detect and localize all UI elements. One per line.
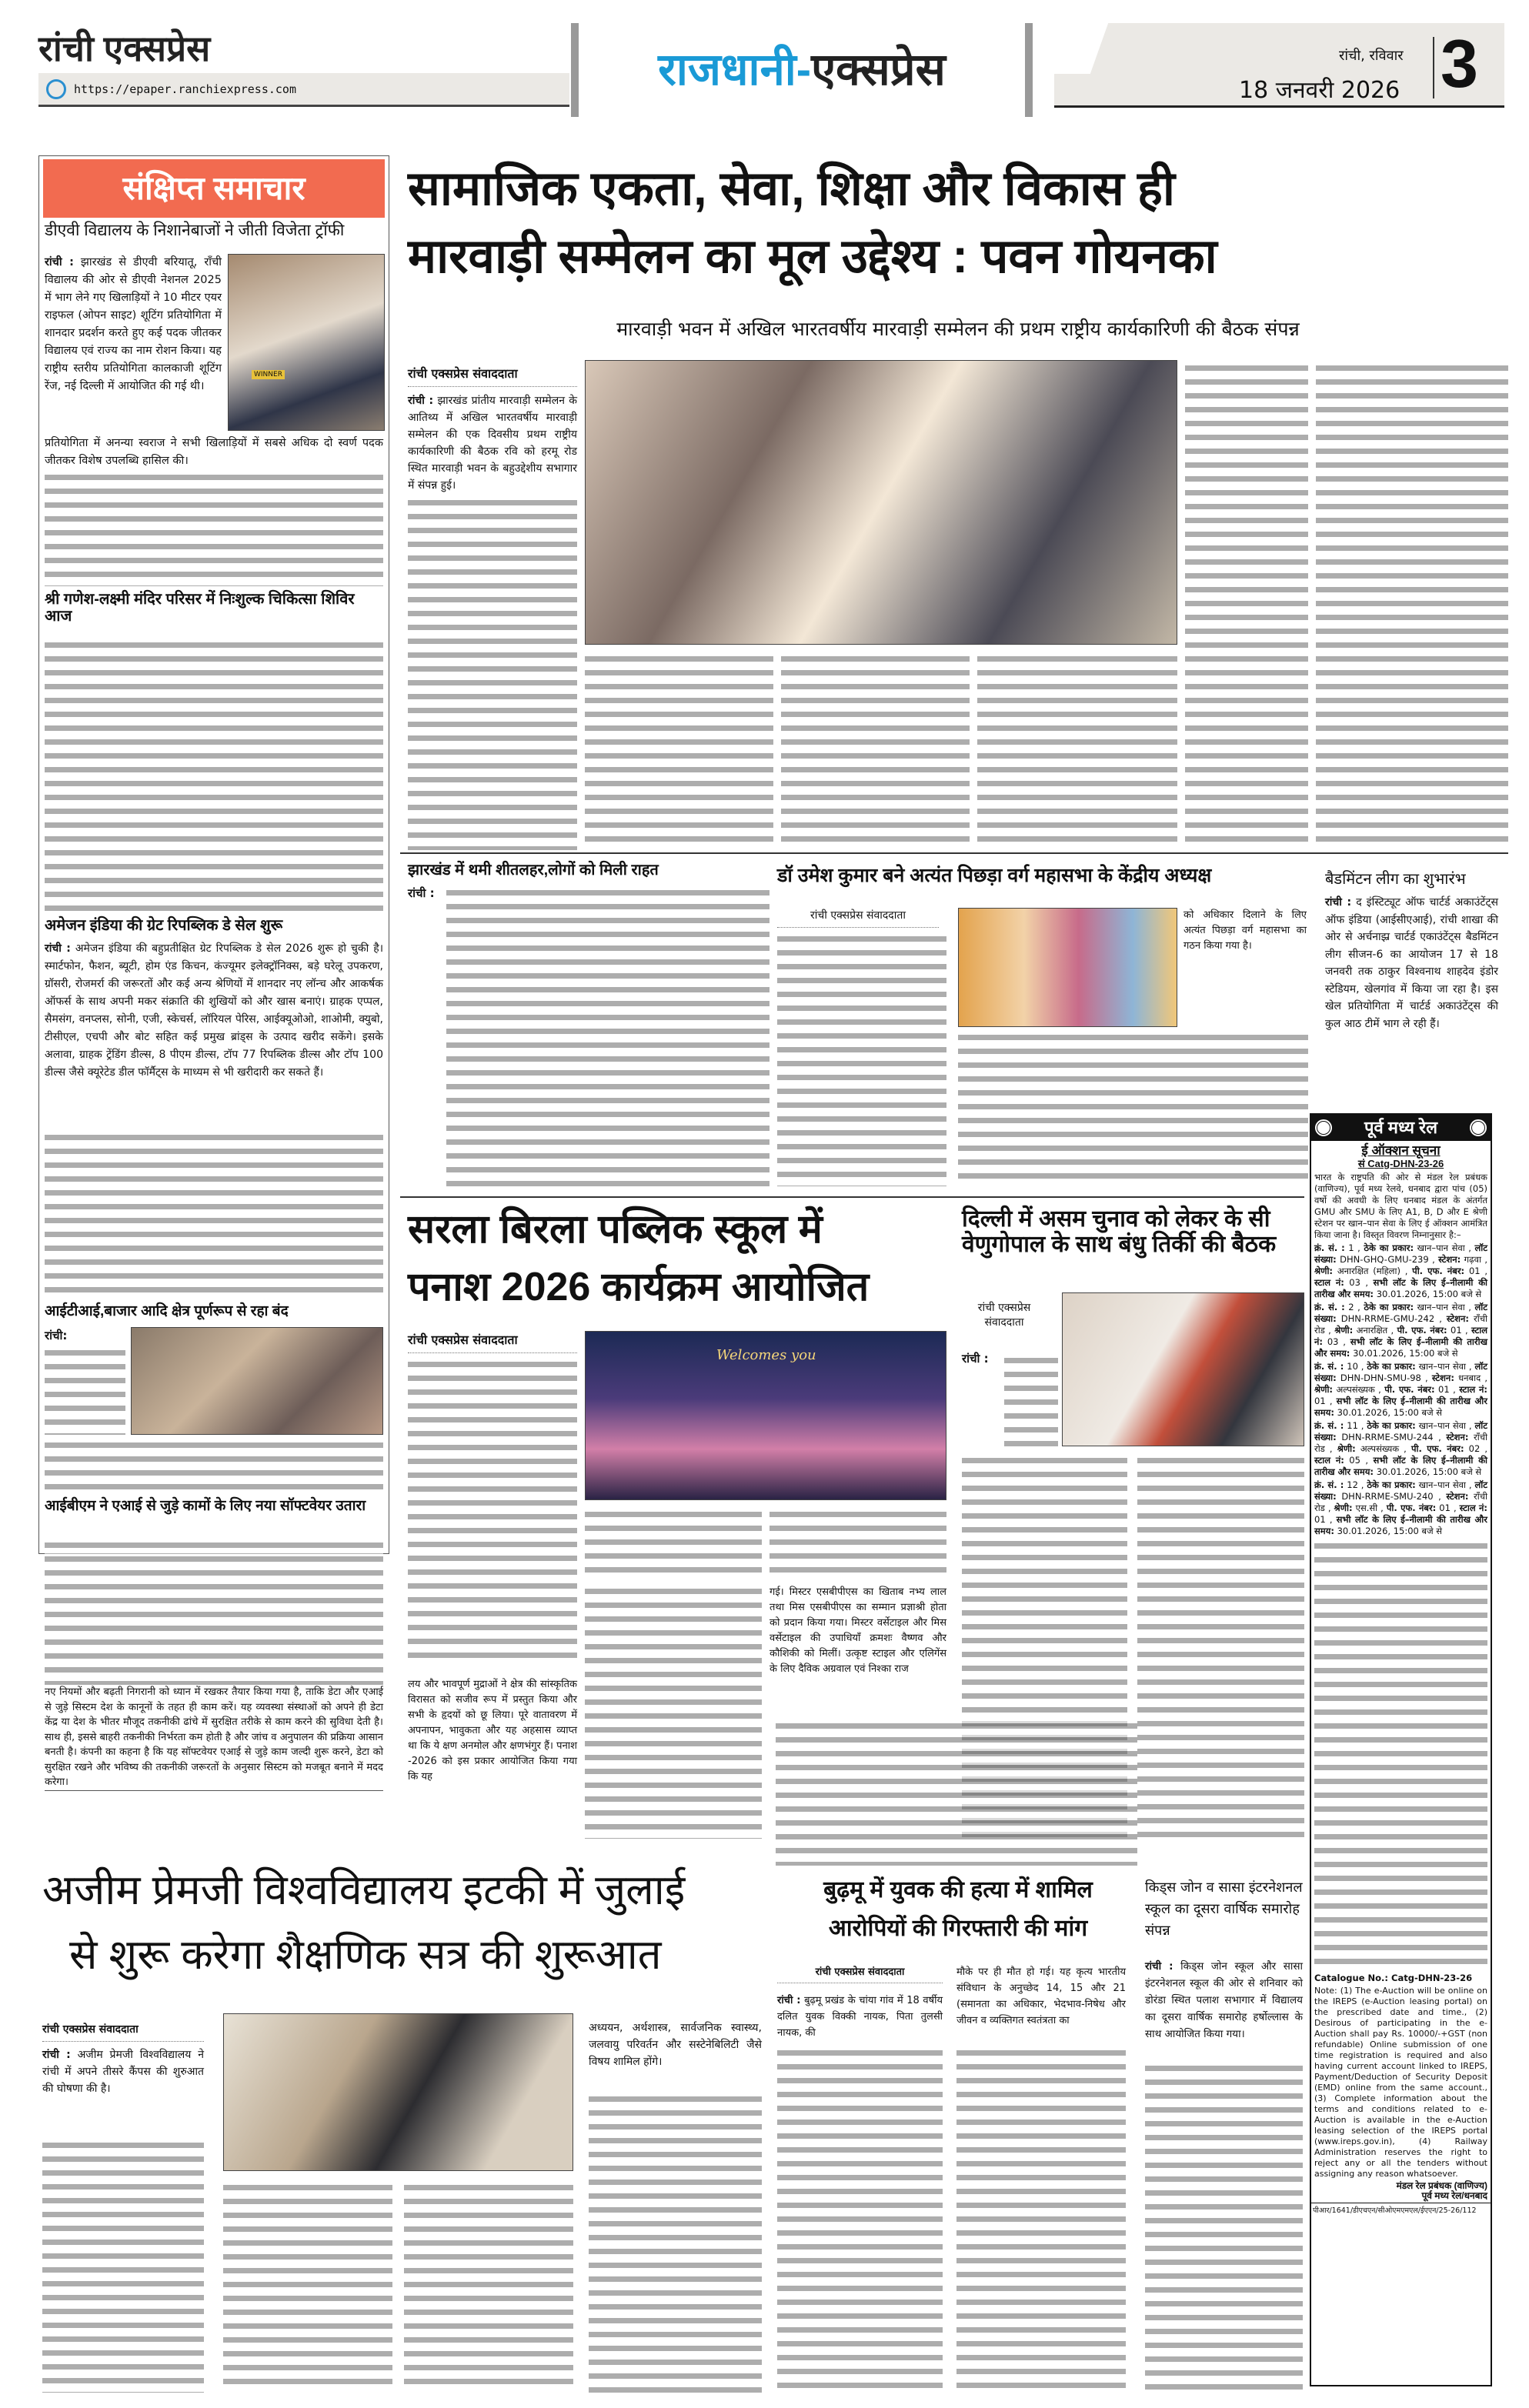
railway-ref: सं Catg-DHN-23-26 (1357, 1157, 1444, 1169)
lead-byline: रांची एक्सप्रेस संवाददाता (408, 365, 577, 387)
dav-body: रांची : झारखंड से डीएवी बरियातू, राँची विद्यालय की ओर से डीएवी नेशनल 2025 में भाग लेने गए खिलाड़ियों ने 10 मीटर एयर राइफल (ओपन साइट) शूटिंग प्रतियोगिता में शानदार प्रदर्शन करते हुए कई पदक जीतकर विद्यालय एवं राज्य का नाम रोशन किया। यह राष्ट्रीय स्तरीय प्रतियोगिता कालकाजी शूटिंग रेंज, नई दिल्ली में आयोजित की गई थी। (45, 256, 222, 392)
azim-headline-2: से शुरू करेगा शैक्षणिक सत्र की शुरूआत (69, 1932, 662, 1978)
lead-body: रांची : झारखंड प्रांतीय मारवाड़ी सम्मेलन के आतिथ्य में अखिल भारतवर्षीय मारवाड़ी सम्मेलन की एक दिवसीय प्रथम राष्ट्रीय कार्यकारिणी की बैठक रवि को हरमू रोड स्थित मारवाड़ी भवन के बहुउद्देशीय सभागार में संपन्न हुई। (408, 395, 578, 492)
welcome-banner: Welcomes you (716, 1347, 816, 1363)
kids-headline: किड्स जोन व सासा इंटरनेशनल स्कूल का दूसरा वार्षिक समारोह संपन्न (1145, 1879, 1303, 1939)
railway-lot: क्रं. सं. : 1 , ठेके का प्रकार: खान–पान सेवा , लॉट संख्या: DHN-GHQ-GMU-239 , स्टेशन: गढ़वा , श्रेणी: अनारक्षित (महिला) , पी. एफ. नंबर: 01 , स्टाल नं: 03 , सभी लॉट के लिए ई–नीलामी की तारीख और समय: 30.01.2026, 15:00 बजे से (1314, 1242, 1488, 1299)
camp-headline: श्री गणेश-लक्ष्मी मंदिर परिसर में निःशुल्क चिकित्सा शिविर आज (45, 591, 355, 625)
iti-dateline: रांची: (45, 1329, 68, 1342)
section-title-black: एक्सप्रेस (811, 45, 946, 95)
railway-sign-2: पूर्व मध्य रेल/धनबाद (1421, 2190, 1487, 2202)
badminton-body: रांची : द इंस्टिट्यूट ऑफ चार्टर्ड अकाउंटेंट्स ऑफ इंडिया (आईसीएआई), रांची शाखा की ओर से अर्चनाझ्र चार्टर्ड एकाउंटेंट्स बैडमिंटन लीग सीजन-6 का आयोजन 17 से 18 जनवरी तक ठाकुर विश्वनाथ शाहदेव इंडोर स्टेडियम, खेलगांव में किया जा रहा है। इस खेल प्रतियोगिता में चार्टर्ड अकाउंटेंट्स की कुल आठ टीमें भाग ले रही हैं। (1325, 896, 1498, 1030)
iti-headline: आईटीआई,बाजार आदि क्षेत्र पूर्णरूप से रहा बंद (45, 1303, 289, 1319)
railway-code: पीआर/1641/डीएचएन/सीओएमएमएल/ईएएन/25-26/112 (1311, 2203, 1491, 2216)
dav-body-2: प्रतियोगिता में अनन्या स्वराज ने सभी खिलाड़ियों में सबसे अधिक दो स्वर्ण पदक जीतकर विशेष उपलब्धि हासिल की। (45, 437, 383, 467)
railway-intro: भारत के राष्ट्रपति की ओर से मंडल रेल प्रबंधक (वाणिज्य), पूर्व मध्य रेलवे, धनबाद द्वारा पांच (05) वर्षो की अवधी के लिए धनबाद मंडल के अंतर्गत GMU और SMU के लिए A1, B, D और E श्रेणी स्टेशन पर खान–पान सेवा के लिए ई ऑक्शन आमंत्रित किया जाना है। विस्तृत विवरण निम्नानुसार है:– (1314, 1171, 1487, 1240)
railway-notice (1310, 1113, 1492, 2386)
azim-photo (223, 2013, 573, 2171)
ibm-headline: आईबीएम ने एआई से जुड़े कामों के लिए नया सॉफ्टवेयर उतारा (45, 1498, 366, 1514)
city-day: रांची, रविवार (1339, 48, 1404, 64)
delhi-headline: दिल्ली में असम चुनाव को लेकर के सी वेणुगोपाल के साथ बंधु तिर्की की बैठक (962, 1206, 1277, 1257)
sarla-headline-2: पनाश 2026 कार्यक्रम आयोजित (408, 1265, 870, 1309)
railway-title: पूर्व मध्य रेल (1311, 1115, 1491, 1141)
railway-lot: क्रं. सं. : 10 , ठेके का प्रकार: खान–पान सेवा , लॉट संख्या: DHN-DHN-SMU-98 , स्टेशन: धनबाद , श्रेणी: अल्पसंख्यक , पी. एफ. नंबर: 01 , स्टाल नं: 01 , सभी लॉट के लिए ई–नीलामी की तारीख और समय: 30.01.2026, 15:00 बजे से (1314, 1360, 1488, 1418)
iti-photo (131, 1327, 383, 1435)
badminton-headline: बैडमिंटन लीग का शुभारंभ (1325, 871, 1466, 888)
railway-lot: क्रं. सं. : 12 , ठेके का प्रकार: खान–पान सेवा , लॉट संख्या: DHN-RRME-SMU-240 , स्टेशन: राँची रोड , श्रेणी: एस.सी , पी. एफ. नंबर: 01 , स्टाल नं: 01 , सभी लॉट के लिए ई–नीलामी की तारीख और समय: 30.01.2026, 15:00 बजे से (1314, 1479, 1488, 1536)
umesh-byline: रांची एक्सप्रेस संवाददाता (777, 908, 939, 928)
railway-lots (1314, 1242, 1487, 1537)
dav-photo (228, 254, 385, 431)
sarla-body-end: लय और भावपूर्ण मुद्राओं ने क्षेत्र की सांस्कृतिक विरासत को सजीव रूप में प्रस्तुत किया और सभी के हृदयों को छू लिया। पूरे वातावरण में अपनापन, भावुकता और यह अहसास व्याप्त था कि ये क्षण अनमोल और क्षणभंगुर हैं। पनाश -2026 को इस प्रकार आयोजित किया गया कि यह (408, 1679, 577, 1783)
budhmu-headline-1: बुढ़मू में युवक की हत्या में शामिल (823, 1877, 1093, 1903)
issue-date: 18 जनवरी 2026 (1239, 77, 1400, 104)
lead-headline-1: सामाजिक एकता, सेवा, शिक्षा और विकास ही (408, 162, 1175, 215)
railway-emblem-icon (1469, 1119, 1487, 1137)
page-number: 3 (1441, 25, 1478, 102)
amazon-body: रांची : अमेजन इंडिया की बहुप्रतीक्षित ग्रेट रिपब्लिक डे सेल 2026 शुरू हो चुकी है। स्मार्टफोन, फैशन, ब्यूटी, होम एंड किचन, कंज्यूमर इलेक्ट्रॉनिक्स, बड़े घरेलू उपकरण, ग्रॉसरी, रोजमर्रा की जरूरतों और कई अन्य श्रेणियों में शानदार नए लॉन्च और आकर्षक ऑफर्स के साथ अपनी मकर संक्राति की शुखियों को और खास बनाएं। ग्राहक एप्पल, सैमसंग, वनप्लस, सोनी, एजी, स्केचर्स, लॉरियल पेरिस, आईक्यूओओ, शाओमी, क्युबो, टीसीएल, एचपी और बोट सहित कई प्रमुख ब्रांड्स के उत्पाद खरीद सकेंगे। इसके अलावा, ग्राहक ट्रेंडिंग डील्स, 8 पीएम डील्स, टॉप 77 रिपब्लिक डील्स और टॉप 100 डील्स जैसे क्यूरेटेड डील फॉर्मैट्स के माध्यम से भी खरीदारी कर सकते हैं। (45, 942, 384, 1079)
coldwave-dateline: रांची : (408, 886, 435, 900)
sarla-byline: रांची एक्सप्रेस संवाददाता (408, 1331, 577, 1353)
sarla-photo (585, 1331, 946, 1500)
azim-body-col: अध्ययन, अर्थशास्त्र, सार्वजनिक स्वास्थ्य, जलवायु परिवर्तन और सस्टेनेबिलिटी जैसे विषय शामिल होंगे। (589, 2022, 762, 2068)
section-title-blue: राजधानी- (658, 45, 812, 95)
delhi-photo (1062, 1292, 1304, 1446)
azim-headline-1: अजीम प्रेमजी विश्वविद्यालय इटकी में जुलाई (42, 1867, 686, 1913)
budhmu-byline: रांची एक्सप्रेस संवाददाता (777, 1964, 943, 1983)
sarla-headline-1: सरला बिरला पब्लिक स्कूल में (408, 1207, 823, 1252)
railway-lot: क्रं. सं. : 2 , ठेके का प्रकार: खान–पान सेवा , लॉट संख्या: DHN-RRME-GMU-242 , स्टेशन: राँची रोड , श्रेणी: अनारक्षित , पी. एफ. नंबर: 01 , स्टाल नं: 03 , सभी लॉट के लिए ई–नीलामी की तारीख और समय: 30.01.2026, 15:00 बजे से (1314, 1301, 1488, 1359)
railway-emblem-icon (1314, 1119, 1333, 1137)
sarla-body-end-2: गई। मिस्टर एसबीपीएस का खिताब नभ्य लाल तथा मिस एसबीपीएस का सम्मान प्रज्ञाश्री होता को प्रदान किया गया। मिस्टर वर्सेटाइल और मिस वर्सेटाइल की उपाधियाँ क्रमशः वैष्णव और कौशिकी को मिलीं। उत्कृष्ट स्टाइल और एलिगेंस के लिए दैविक अग्रवाल एवं निश्का राज (770, 1586, 946, 1675)
railway-subtitle: ई ऑक्शन सूचना (1361, 1143, 1441, 1158)
budhmu-body-2: मौके पर ही मौत हो गई। यह कृत्य भारतीय संविधान के अनुच्छेद 14, 15 और 21 (समानता का अधिकार, भेदभाव-निषेध और जीवन व व्यक्तिगत स्वतंत्रता का (956, 1966, 1126, 2026)
dav-headline: डीएवी विद्यालय के निशानेबाजों ने जीती विजेता ट्रॉफी (45, 222, 345, 239)
budhmu-body: रांची : बुढ़मू प्रखंड के चांया गांव में 18 वर्षीय दलित युवक विक्की नायक, पिता तुलसी नायक, की (777, 1995, 943, 2039)
railway-note: Note: (1) The e-Auction will be online on the IREPS (e-Auction leasing portal) on the prescribed date and time., (2) Desirous of participating in the e-Auction shall pay Rs. 10000/-+GST (non refundable) Online submission of one time registration is required and also having current account linked to IREPS, Payment/Deduction of Security Deposit (EMD) online from the same account., (3) Complete information about the terms and conditions related to e-Auction is available in the e-Auction leasing selection of the IREPS portal (www.ireps.gov.in), (4) Railway Administration reserves the right to reject any or all the tenders without assigning any reason whatsoever. (1314, 1985, 1487, 2179)
umesh-photo (958, 908, 1177, 1027)
url-bar (38, 73, 569, 107)
azim-byline: रांची एक्सप्रेस संवाददाता (42, 2022, 204, 2042)
kids-body: रांची : किड्स जोन स्कूल और सासा इंटरनेशनल स्कूल की ओर से शनिवार को डोरंडा स्थित पलाश सभागार में विद्यालय का दूसरा वार्षिक समारोह हर्षोल्लास के साथ आयोजित किया गया। (1145, 1960, 1303, 2040)
delhi-dateline: रांची : (962, 1352, 989, 1366)
budhmu-headline-2: आरोपियों की गिरफ्तारी की मांग (828, 1916, 1088, 1941)
amazon-headline: अमेजन इंडिया की ग्रेट रिपब्लिक डे सेल शुरू (45, 917, 283, 934)
link-icon (46, 79, 66, 99)
coldwave-headline: झारखंड में थमी शीतलहर,लोगों को मिली राहत (408, 862, 659, 879)
railway-catalogue: Catalogue No.: Catg-DHN-23-26 (1314, 1972, 1473, 1983)
masthead-logo: रांची एक्सप्रेस (38, 28, 211, 68)
railway-lot: क्रं. सं. : 11 , ठेके का प्रकार: खान–पान सेवा , लॉट संख्या: DHN-RRME-SMU-244 , स्टेशन: राँची रोड , श्रेणी: अल्पसंख्यक , पी. एफ. नंबर: 02 , स्टाल नं: 05 , सभी लॉट के लिए ई–नीलामी की तारीख और समय: 30.01.2026, 15:00 बजे से (1314, 1419, 1488, 1477)
epaper-url[interactable]: https://epaper.ranchiexpress.com (74, 82, 296, 96)
azim-body: रांची : अजीम प्रेमजी विश्वविद्यालय ने रांची में अपने तीसरे कैंपस की शुरुआत की घोषणा की है। (42, 2049, 204, 2095)
trophy-label: WINNER (252, 370, 285, 379)
umesh-headline: डॉ उमेश कुमार बने अत्यंत पिछड़ा वर्ग महासभा के केंद्रीय अध्यक्ष (777, 865, 1212, 886)
lead-photo (585, 360, 1177, 645)
ibm-body: नए नियमों और बढ़ती निगरानी को ध्यान में रखकर तैयार किया गया है, ताकि डेटा और एआई से जुड़े सिस्टम देश के कानूनों के तहत ही काम करें। यह व्यवस्था संस्थाओं को अपने ही डेटा केंद्र या देश के भीतर मौजूद तकनीकी ढांचे में सुरक्षित तरीके से काम करने की सुविधा देती है। साथ ही, इससे बाहरी तकनीकी निर्भरता कम होती है और जांच व अनुपालन की प्रक्रिया आसान बनती है। कंपनी का कहना है कि यह सॉफ्टवेयर एआई से जुड़े काम जल्दी शुरू करने, डेटा को सुरक्षित रखने और भविष्य की तकनीकी जरूरतों के अनुसार सिस्टम को मजबूत बनाने में मदद करेगा। (45, 1685, 383, 1791)
umesh-body: को अधिकार दिलाने के लिए अत्यंत पिछड़ा वर्ग महासभा का गठन किया गया है। (1183, 909, 1307, 952)
lead-subhead: मारवाड़ी भवन में अखिल भारतवर्षीय मारवाड़ी सम्मेलन की प्रथम राष्ट्रीय कार्यकारिणी की बैठक संपन्न (616, 318, 1300, 340)
lead-headline-2: मारवाड़ी सम्मेलन का मूल उद्देश्य : पवन गोयनका (408, 230, 1217, 283)
delhi-byline: रांची एक्सप्रेस संवाददाता (977, 1302, 1031, 1329)
briefs-title: संक्षिप्त समाचार (43, 159, 385, 218)
section-banner (571, 23, 1033, 117)
railway-sign-1: मंडल रेल प्रबंधक (वाणिज्य) (1396, 2180, 1487, 2191)
